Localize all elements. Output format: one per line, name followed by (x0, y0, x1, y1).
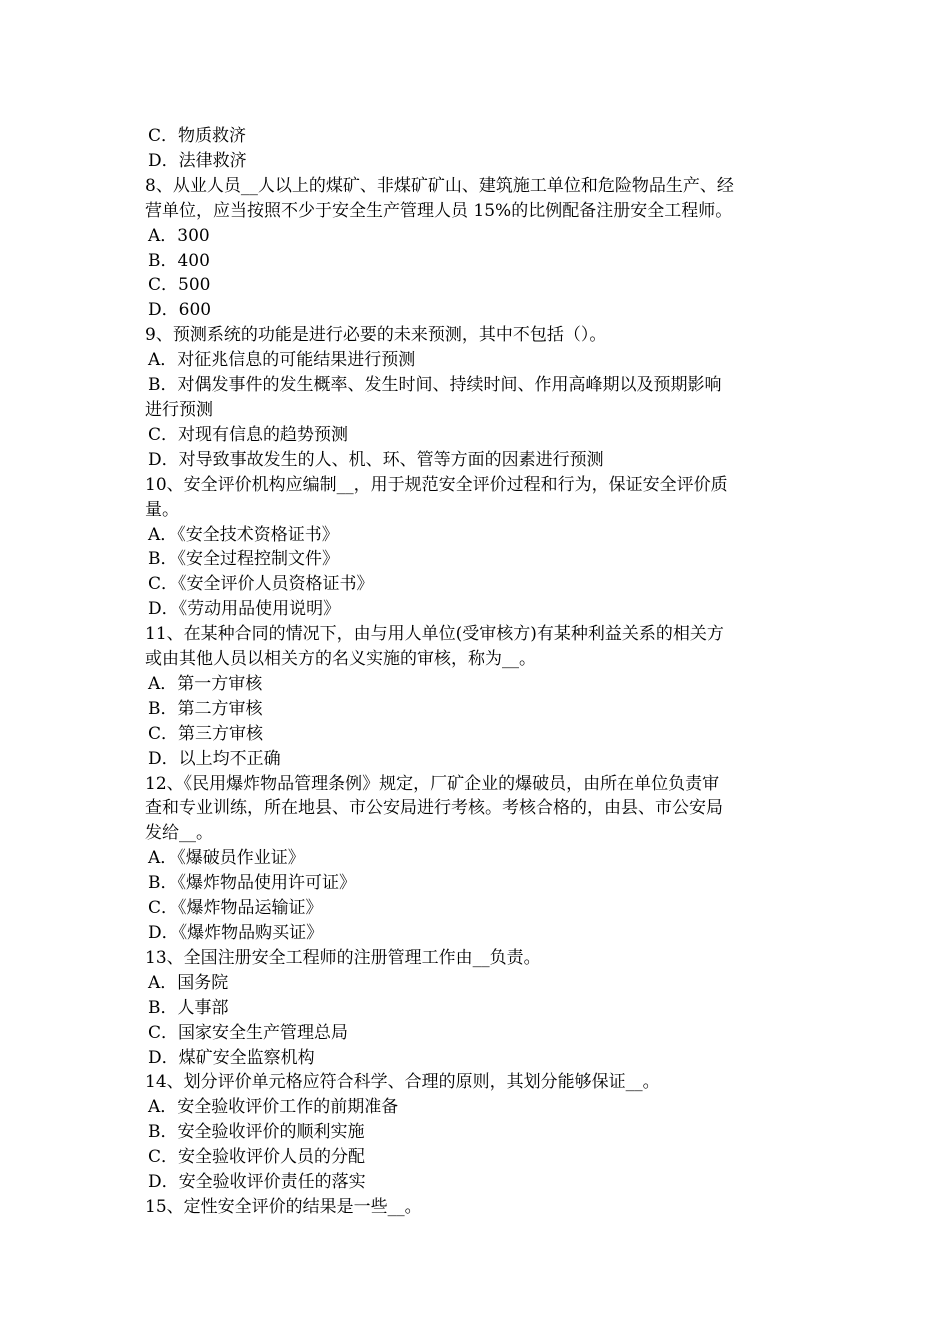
question-text-line: 10、安全评价机构应编制__，用于规范安全评价过程和行为，保证安全评价质 (145, 474, 728, 495)
answer-option-line: C．物质救济 (148, 126, 247, 146)
answer-option-line: A．《安全技术资格证书》 (148, 524, 339, 545)
answer-option-line: A．《爆破员作业证》 (148, 848, 305, 869)
question-text-line: 12、《民用爆炸物品管理条例》规定，厂矿企业的爆破员，由所在单位负责审 (145, 773, 720, 794)
answer-option-line: B．《爆炸物品使用许可证》 (148, 873, 356, 894)
question-text-body (145, 124, 810, 1220)
question-text-line: 营单位，应当按照不少于安全生产管理人员 15%的比例配备注册安全工程师。 (145, 200, 733, 221)
question-text-line: 13、全国注册安全工程师的注册管理工作由__负责。 (145, 947, 541, 968)
answer-option-line: A．国务院 (148, 972, 229, 993)
question-text-line: 量。 (145, 499, 179, 520)
answer-option-line: D．《爆炸物品购买证》 (148, 923, 324, 943)
question-text-line: 或由其他人员以相关方的名义实施的审核，称为__。 (145, 649, 536, 670)
answer-option-line: D．法律救济 (148, 150, 247, 171)
answer-option-line: C．第三方审核 (148, 723, 264, 744)
answer-option-line: B．第二方审核 (148, 698, 263, 719)
answer-option-line: D．《劳动用品使用说明》 (148, 599, 341, 620)
answer-option-line: C．对现有信息的趋势预测 (148, 424, 349, 445)
answer-option-line: C．安全验收评价人员的分配 (148, 1147, 366, 1168)
question-text-line: 14、划分评价单元格应符合科学、合理的原则，其划分能够保证__。 (145, 1072, 660, 1093)
answer-option-line: D．以上均不正确 (148, 748, 281, 769)
answer-option-line: C．《爆炸物品运输证》 (148, 898, 323, 919)
answer-option-line: B．人事部 (148, 997, 229, 1018)
answer-option-line: C．国家安全生产管理总局 (148, 1022, 349, 1043)
answer-option-line: B．《安全过程控制文件》 (148, 549, 339, 570)
answer-option-line: D．煤矿安全监察机构 (148, 1047, 315, 1068)
answer-option-line: D．对导致事故发生的人、机、环、管等方面的因素进行预测 (148, 449, 604, 470)
answer-option-line: A．300 (148, 225, 210, 246)
question-text-line: 查和专业训练，所在地县、市公安局进行考核。考核合格的，由县、市公安局 (145, 798, 723, 819)
answer-option-line: C．《安全评价人员资格证书》 (148, 574, 374, 595)
answer-option-line: C．500 (148, 275, 211, 296)
answer-option-line: B．400 (148, 250, 210, 271)
answer-option-line: A．第一方审核 (148, 673, 263, 694)
question-text-line: 11、在某种合同的情况下，由与用人单位(受审核方)有某种利益关系的相关方 (145, 624, 724, 645)
answer-option-line: A．对征兆信息的可能结果进行预测 (148, 350, 416, 371)
question-text-line: 进行预测 (145, 399, 213, 420)
question-text-line: 15、定性安全评价的结果是一些__。 (145, 1196, 422, 1217)
question-text-line: 发给__。 (145, 823, 213, 844)
answer-option-line: B．对偶发事件的发生概率、发生时间、持续时间、作用高峰期以及预期影响 (148, 375, 722, 396)
answer-option-line: D．600 (148, 300, 212, 321)
question-text-line: 9、预测系统的功能是进行必要的未来预测，其中不包括（）。 (145, 325, 607, 346)
question-text-line: 8、从业人员__人以上的煤矿、非煤矿矿山、建筑施工单位和危险物品生产、经 (145, 175, 734, 196)
answer-option-line: A．安全验收评价工作的前期准备 (148, 1097, 399, 1118)
answer-option-line: B．安全验收评价的顺利实施 (148, 1122, 365, 1143)
answer-option-line: D．安全验收评价责任的落实 (148, 1172, 366, 1193)
